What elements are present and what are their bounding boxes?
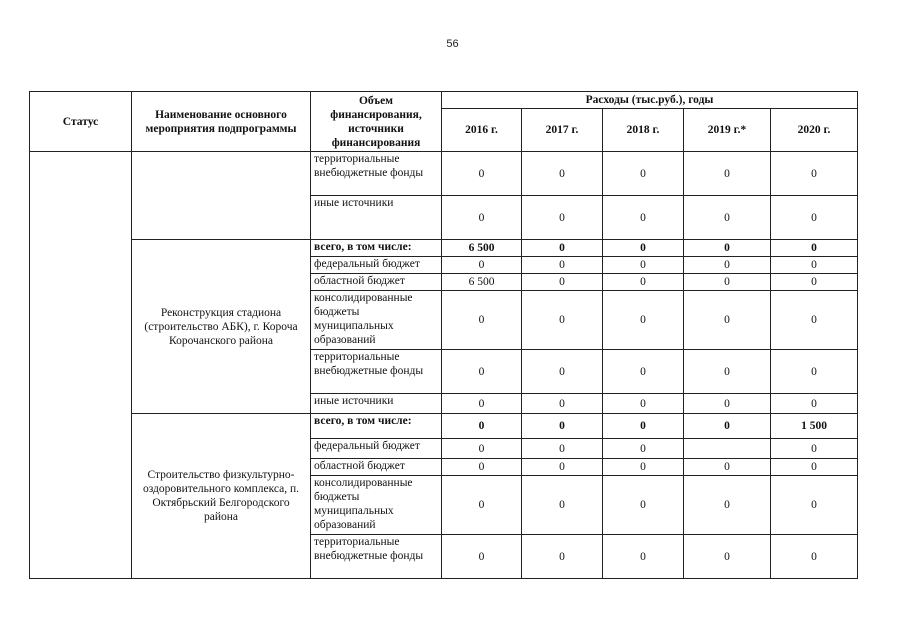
page-number: 56 — [446, 38, 459, 50]
expense-value-cell: 0 — [771, 291, 858, 350]
funding-source-cell: иные источники — [311, 394, 442, 414]
expense-value-cell: 0 — [522, 350, 603, 394]
table-row — [30, 152, 858, 196]
expense-value-cell: 0 — [522, 394, 603, 414]
header-year: 2019 г.* — [684, 109, 771, 152]
expense-value-cell: 0 — [684, 535, 771, 579]
expense-value-cell: 0 — [603, 240, 684, 257]
expense-value-cell: 0 — [442, 459, 522, 476]
expense-value-cell: 0 — [771, 459, 858, 476]
table-row — [30, 240, 858, 257]
header-year: 2020 г. — [771, 109, 858, 152]
expense-value-cell: 0 — [442, 152, 522, 196]
expense-value-cell: 0 — [684, 350, 771, 394]
expense-value-cell: 0 — [771, 476, 858, 535]
table-row — [30, 414, 858, 439]
expense-value-cell: 0 — [684, 459, 771, 476]
funding-source-cell: территориальные внебюджетные фонды — [311, 152, 442, 196]
expense-value-cell: 0 — [522, 257, 603, 274]
expense-value-cell: 0 — [771, 152, 858, 196]
expense-value-cell: 6 500 — [442, 274, 522, 291]
expense-value-cell: 0 — [522, 414, 603, 439]
header-year: 2016 г. — [442, 109, 522, 152]
expense-value-cell: 0 — [771, 196, 858, 240]
funding-source-cell: всего, в том числе: — [311, 414, 442, 439]
expense-value-cell: 0 — [771, 535, 858, 579]
expense-value-cell: 0 — [603, 152, 684, 196]
activity-name-cell: Строительство физкультурно-оздоровительного комплекса, п. Октябрьский Белгородского района — [132, 414, 311, 579]
budget-table — [29, 91, 858, 579]
expense-value-cell: 0 — [771, 257, 858, 274]
expense-value-cell: 0 — [684, 394, 771, 414]
header-financing-volume: Объем финансирования, источники финансирования — [311, 92, 442, 152]
expense-value-cell — [684, 439, 771, 459]
expense-value-cell: 0 — [771, 240, 858, 257]
funding-source-cell: областной бюджет — [311, 459, 442, 476]
expense-value-cell: 0 — [771, 394, 858, 414]
expense-value-cell: 0 — [603, 350, 684, 394]
expense-value-cell: 0 — [442, 535, 522, 579]
expense-value-cell: 0 — [522, 535, 603, 579]
expense-value-cell: 0 — [684, 240, 771, 257]
expense-value-cell: 0 — [522, 152, 603, 196]
expense-value-cell: 0 — [442, 476, 522, 535]
expense-value-cell: 0 — [442, 414, 522, 439]
table-body — [30, 152, 858, 579]
expense-value-cell: 0 — [684, 476, 771, 535]
expense-value-cell: 0 — [522, 291, 603, 350]
expense-value-cell: 0 — [603, 414, 684, 439]
activity-name-cell — [132, 152, 311, 240]
funding-source-cell: иные источники — [311, 196, 442, 240]
expense-value-cell: 0 — [684, 274, 771, 291]
header-activity-name: Наименование основного мероприятия подпрограммы — [132, 92, 311, 152]
expense-value-cell: 0 — [522, 439, 603, 459]
expense-value-cell: 0 — [771, 439, 858, 459]
expense-value-cell: 1 500 — [771, 414, 858, 439]
expense-value-cell: 0 — [522, 476, 603, 535]
funding-source-cell: всего, в том числе: — [311, 240, 442, 257]
expense-value-cell: 0 — [684, 291, 771, 350]
expense-value-cell: 0 — [603, 476, 684, 535]
header-expenses: Расходы (тыс.руб.), годы — [442, 92, 858, 109]
header-year: 2017 г. — [522, 109, 603, 152]
expense-value-cell: 0 — [603, 535, 684, 579]
expense-value-cell: 0 — [442, 350, 522, 394]
expense-value-cell: 0 — [522, 274, 603, 291]
expense-value-cell: 0 — [603, 291, 684, 350]
expense-value-cell: 0 — [603, 274, 684, 291]
funding-source-cell: консолидированные бюджеты муниципальных образований — [311, 476, 442, 535]
expense-value-cell: 0 — [442, 257, 522, 274]
funding-source-cell: областной бюджет — [311, 274, 442, 291]
funding-source-cell: территориальные внебюджетные фонды — [311, 350, 442, 394]
expense-value-cell: 0 — [603, 394, 684, 414]
expense-value-cell: 0 — [684, 196, 771, 240]
expense-value-cell: 0 — [684, 257, 771, 274]
status-cell — [30, 152, 132, 579]
expense-value-cell: 0 — [684, 414, 771, 439]
header-status: Статус — [30, 92, 132, 152]
expense-value-cell: 0 — [771, 274, 858, 291]
funding-source-cell: федеральный бюджет — [311, 439, 442, 459]
expense-value-cell: 0 — [522, 196, 603, 240]
expense-value-cell: 0 — [684, 152, 771, 196]
expense-value-cell: 0 — [442, 439, 522, 459]
expense-value-cell: 6 500 — [442, 240, 522, 257]
expense-value-cell: 0 — [603, 257, 684, 274]
expense-value-cell: 0 — [522, 240, 603, 257]
expense-value-cell: 0 — [771, 350, 858, 394]
expense-value-cell: 0 — [603, 439, 684, 459]
expense-value-cell: 0 — [603, 196, 684, 240]
header-year: 2018 г. — [603, 109, 684, 152]
table-header — [30, 92, 858, 152]
funding-source-cell: территориальные внебюджетные фонды — [311, 535, 442, 579]
expense-value-cell: 0 — [522, 459, 603, 476]
funding-source-cell: федеральный бюджет — [311, 257, 442, 274]
activity-name-cell: Реконструкция стадиона (строительство АБК), г. Короча Корочанского района — [132, 240, 311, 414]
expense-value-cell: 0 — [442, 394, 522, 414]
funding-source-cell: консолидированные бюджеты муниципальных образований — [311, 291, 442, 350]
expense-value-cell: 0 — [442, 196, 522, 240]
expense-value-cell: 0 — [603, 459, 684, 476]
expense-value-cell: 0 — [442, 291, 522, 350]
